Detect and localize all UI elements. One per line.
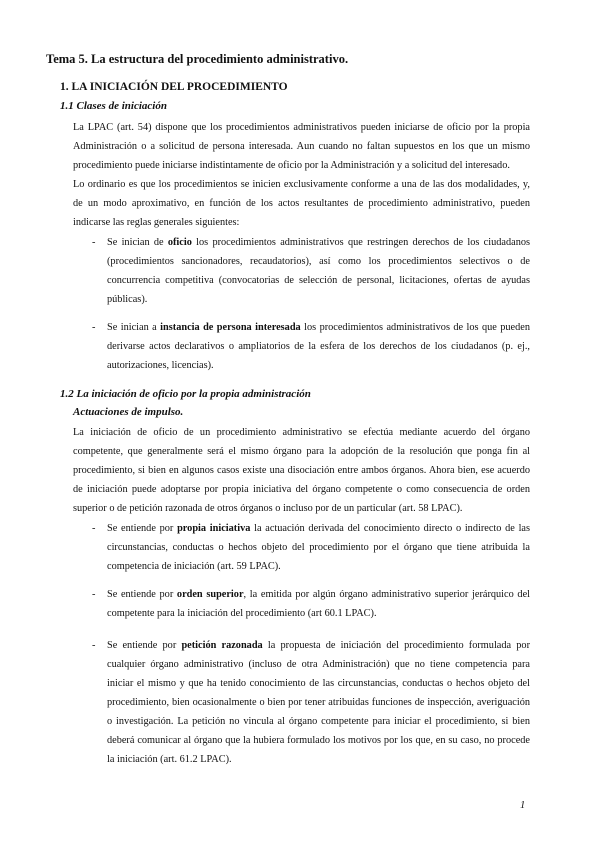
paragraph-lpac-art54: La LPAC (art. 54) dispone que los procedimientos administrativos pueden iniciarse de oficio por la propia Administración o a solicitud de persona interesada. Aun cuando no faltan supuestos en los que un mismo procedimiento puede iniciarse indistintamente de oficio por la Administración y a solicitud del interesado. xyxy=(73,122,530,171)
list-item-text: Se entiende por orden superior, la emitida por algún órgano administrativo superior jerárquico del competente para la iniciación del procedimiento (art 60.1 LPAC). xyxy=(107,589,531,619)
bullet-dash: - xyxy=(92,322,96,333)
list-item-propia-iniciativa xyxy=(92,519,530,576)
list-item-orden-superior xyxy=(92,585,530,623)
bold-term-oficio: oficio xyxy=(167,237,192,248)
subheading-actuaciones-impulso: Actuaciones de impulso. xyxy=(73,406,184,418)
list-item-text: Se entiende por petición razonada la propuesta de iniciación del procedimiento formulada por cualquier órgano administrativo (incluso de otra Administración) que no tiene competencia para iniciar el mismo y que ha tenido conocimiento de las circunstancias, conductas o hechos objeto del procedimiento, bien ocasionalmente o bien por tener atribuidas funciones de inspección, averiguación o investigación. La petición no vincula al órgano competente para iniciar el procedimiento, si bien deberá comunicar al órgano que la hubiera formulado los motivos por los que, en su caso, no procede la iniciación (art. 61.2 LPAC). xyxy=(107,640,531,765)
paragraph-reglas-generales: Lo ordinario es que los procedimientos se inicien exclusivamente conforme a una de las dos modalidades, y, de un modo aproximativo, en función de los actos resultantes de procedimiento administrativo, pueden indicarse las reglas generales siguientes: xyxy=(73,179,530,228)
page-number: 1 xyxy=(520,800,526,811)
paragraph-iniciacion-de-oficio: La iniciación de oficio de un procedimiento administrativo se efectúa mediante acuerdo del órgano competente, que generalmente será el mismo órgano para la adopción de la resolución que ponga fin al procedimiento, si bien en algunos casos existe una disociación entre ambos órganos. Ahora bien, ese acuerdo de iniciación puede adoptarse por propia iniciativa del órgano competente o como consecuencia de orden superior o de petición razonada de otros órganos o incluso por de un particular (art. 58 LPAC). xyxy=(73,427,530,514)
bullet-dash: - xyxy=(92,640,96,651)
list-item-text: Se entiende por propia iniciativa la actuación derivada del conocimiento directo o indirecto de las circunstancias, conductas o hechos objeto del procedimiento por el órgano que tiene atribuida la competencia de iniciación (art. 59 LPAC). xyxy=(107,523,531,572)
subsection-heading-iniciacion-oficio: 1.2 La iniciación de oficio por la propia administración xyxy=(60,388,311,400)
bold-term-propia-iniciativa: propia iniciativa xyxy=(177,523,251,534)
list-item-instancia xyxy=(92,318,530,375)
document-title: Tema 5. La estructura del procedimiento administrativo. xyxy=(46,52,349,66)
bold-term-peticion-razonada: petición razonada xyxy=(181,640,263,651)
bullet-dash: - xyxy=(92,237,96,248)
list-item-text: Se inician de oficio los procedimientos administrativos que restringen derechos de los ciudadanos (procedimientos sancionadores, recaudatorios), así como los procedimientos selectivos o de concurrencia competitiva (convocatorias de selección de personal, licitaciones, ofertas de ayudas públicas). xyxy=(107,237,531,305)
section-heading-iniciacion: 1. LA INICIACIÓN DEL PROCEDIMIENTO xyxy=(60,81,288,93)
list-item-oficio xyxy=(92,233,530,309)
bold-term-orden-superior: orden superior xyxy=(176,589,244,600)
bullet-dash: - xyxy=(92,523,96,534)
subsection-heading-clases: 1.1 Clases de iniciación xyxy=(60,100,167,112)
bold-term-instancia: instancia de persona interesada xyxy=(160,322,301,333)
bullet-dash: - xyxy=(92,589,96,600)
list-item-peticion-razonada xyxy=(92,636,530,769)
list-item-text: Se inician a instancia de persona interesada los procedimientos administrativos de los que pueden derivarse actos declarativos o ampliatorios de la esfera de los derechos de los ciudadanos (p. ej., autorizaciones, licencias). xyxy=(107,322,530,371)
